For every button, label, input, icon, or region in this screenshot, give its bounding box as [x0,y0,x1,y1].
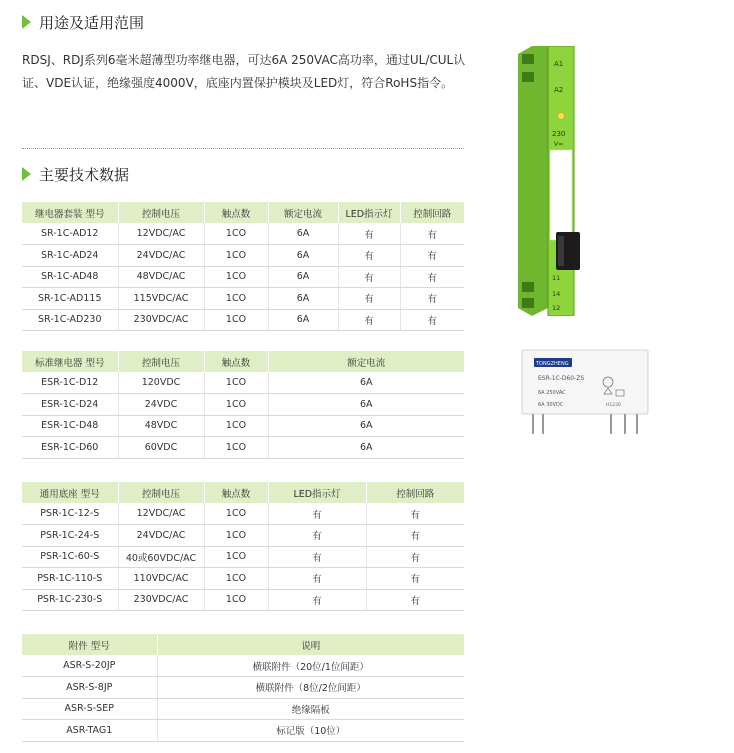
table-cell: 绝缘隔板 [157,698,464,720]
table-row [22,525,464,547]
table-cell: 有 [366,546,464,568]
table-cell: SR-1C-AD12 [22,223,118,245]
table-cell: 1CO [204,415,268,437]
table-cell: 有 [338,223,400,245]
table-cell: 12VDC/AC [118,503,204,525]
column-header: LED指示灯 [338,202,400,223]
table-cell: 40或60VDC/AC [118,546,204,568]
table-row [22,698,464,720]
table-cell: PSR-1C-24-S [22,525,118,547]
table-cell: 230VDC/AC [118,309,204,331]
column-header: 额定电流 [268,202,338,223]
column-header: 说明 [157,634,464,655]
column-header: 通用底座 型号 [22,482,118,503]
table-cell: 有 [338,245,400,267]
rating-label: 6A 250VAC [538,390,566,396]
table-row [22,546,464,568]
table-cell: 6A [268,245,338,267]
table-cell: 12VDC/AC [118,223,204,245]
table-row [22,245,464,267]
table-cell: 1CO [204,245,268,267]
table-cell: ESR-1C-D48 [22,415,118,437]
terminal-label: 12 [552,304,561,312]
table-cell: PSR-1C-230-S [22,589,118,611]
table-cell: ESR-1C-D12 [22,372,118,394]
table-cell: ASR-S-20JP [22,655,157,677]
section-title: 主要技术数据 [39,165,130,184]
table-cell: 60VDC [118,437,204,459]
table-cell: PSR-1C-12-S [22,503,118,525]
table-cell: 1CO [204,525,268,547]
table-cell: 1CO [204,309,268,331]
table-cell: 6A [268,223,338,245]
table-cell: 有 [268,525,366,547]
table-cell: 1CO [204,568,268,590]
table-row [22,415,464,437]
table-cell: 横联附件（8位/2位间距） [157,677,464,699]
table-cell: 1CO [204,266,268,288]
terminal-label: 14 [552,290,561,298]
table-row [22,437,464,459]
table-cell: SR-1C-AD115 [22,288,118,310]
table-cell: 1CO [204,223,268,245]
column-header: 控制电压 [118,202,204,223]
table-cell: 6A [268,309,338,331]
table-cell: 6A [268,394,464,416]
column-header: 控制电压 [118,482,204,503]
table-cell: 6A [268,415,464,437]
table-cell: 1CO [204,503,268,525]
table-cell: 横联附件（20位/1位间距） [157,655,464,677]
table-row [22,288,464,310]
table-cell: 有 [268,568,366,590]
table-cell: ESR-1C-D60 [22,437,118,459]
dotted-divider [22,148,464,149]
terminal-label: 11 [552,274,561,282]
table-row [22,503,464,525]
rating-label: 6A 30VDC [538,402,564,408]
table-cell: ASR-S-8JP [22,677,157,699]
section-title: 用途及适用范围 [39,13,145,32]
table-cell: 24VDC [118,394,204,416]
table-cell: SR-1C-AD24 [22,245,118,267]
table-cell: 1CO [204,546,268,568]
voltage-sub-label: V= [554,141,564,148]
table-cell: 6A [268,288,338,310]
triangle-bullet-icon [22,167,31,181]
table-cell: 有 [338,266,400,288]
table-row [22,720,464,742]
table-cell: 有 [366,503,464,525]
pcb-relay-image [520,348,650,438]
table-cell: 有 [400,245,464,267]
table-cell: 有 [400,288,464,310]
table-row [22,309,464,331]
column-header: LED指示灯 [268,482,366,503]
table-cell: 6A [268,437,464,459]
triangle-bullet-icon [22,15,31,29]
table-row [22,266,464,288]
table-cell: SR-1C-AD230 [22,309,118,331]
table-row [22,223,464,245]
table-cell: 有 [366,525,464,547]
table-cell: 6A [268,372,464,394]
table-cell: PSR-1C-60-S [22,546,118,568]
table-cell: 1CO [204,288,268,310]
table-cell: 1CO [204,589,268,611]
table-cell: ASR-S-SEP [22,698,157,720]
standard-relay-table [22,351,464,459]
table-cell: 有 [400,266,464,288]
table-cell: 有 [268,546,366,568]
table-cell: 有 [400,223,464,245]
relay-set-table [22,202,464,331]
section-heading-usage [22,11,144,33]
table-row [22,677,464,699]
table-cell: 120VDC [118,372,204,394]
table-cell: 6A [268,266,338,288]
brand-name: TONGZHENG [536,361,569,367]
table-cell: 有 [338,288,400,310]
model-label: ESR-1C-D60-ZS [538,375,585,382]
table-cell: 标记版（10位） [157,720,464,742]
terminal-label: A2 [554,86,564,94]
table-cell: 48VDC [118,415,204,437]
accessories-table [22,634,464,742]
table-cell: ESR-1C-D24 [22,394,118,416]
table-cell: 有 [268,503,366,525]
column-header: 触点数 [204,202,268,223]
table-cell: ASR-TAG1 [22,720,157,742]
table-cell: 有 [338,309,400,331]
table-cell: 230VDC/AC [118,589,204,611]
column-header: 附件 型号 [22,634,157,655]
section-heading-specs [22,163,129,185]
table-cell: 1CO [204,372,268,394]
column-header: 控制回路 [400,202,464,223]
table-cell: PSR-1C-110-S [22,568,118,590]
column-header: 触点数 [204,351,268,372]
terminal-label: A1 [554,60,564,68]
table-cell: 有 [400,309,464,331]
table-cell: 48VDC/AC [118,266,204,288]
code-label: H1230 [606,403,621,408]
table-cell: 1CO [204,437,268,459]
table-cell: SR-1C-AD48 [22,266,118,288]
table-cell: 24VDC/AC [118,245,204,267]
table-cell: 110VDC/AC [118,568,204,590]
table-row [22,394,464,416]
table-row [22,655,464,677]
universal-base-table [22,482,464,611]
relay-module-image [510,46,590,316]
table-row [22,568,464,590]
column-header: 控制电压 [118,351,204,372]
column-header: 标准继电器 型号 [22,351,118,372]
column-header: 触点数 [204,482,268,503]
table-row [22,372,464,394]
column-header: 继电器套装 型号 [22,202,118,223]
column-header: 额定电流 [268,351,464,372]
led-indicator-icon [558,113,565,120]
column-header: 控制回路 [366,482,464,503]
voltage-label: 230 [552,130,566,138]
table-cell: 115VDC/AC [118,288,204,310]
table-cell: 24VDC/AC [118,525,204,547]
table-cell: 有 [366,589,464,611]
intro-paragraph: RDSJ、RDJ系列6毫米超薄型功率继电器，可达6A 250VAC高功率，通过UL/CUL认证、VDE认证，绝缘强度4000V，底座内置保护模块及LED灯，符合RoHS指令。 [22,53,466,90]
table-cell: 有 [366,568,464,590]
table-row [22,589,464,611]
table-cell: 有 [268,589,366,611]
table-cell: 1CO [204,394,268,416]
